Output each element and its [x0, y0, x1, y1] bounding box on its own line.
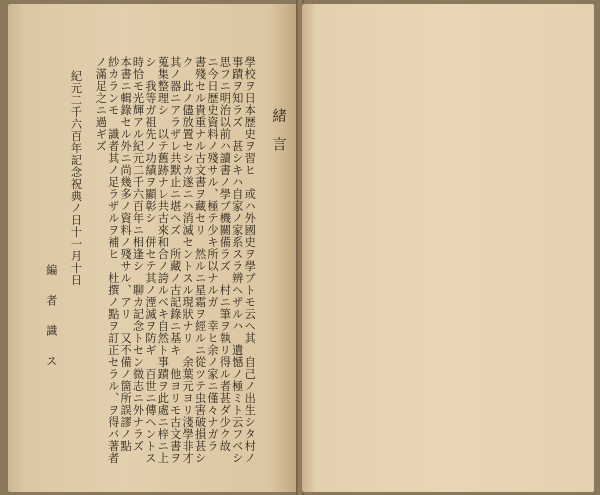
page-title: 緒言 [270, 108, 286, 165]
text-column: 紗カランモ 識者其ノ足ラザルヲ補ヒ 杜撰ノ點ヲ訂正セラル、ヲ得バ著者 [106, 56, 120, 464]
text-column: 其ノ器ニアラザレ共默止ニ堪ヘズ 所藏ノ古記錄ニ基キ 他ヨリモ古文書ヲ [168, 56, 182, 464]
text-column: 蒐集整理シ 以テ舊跡ナレ共古來和合ノ誇ルベキ自然ト事蹟ヲ此處ニ梓ニ上 [156, 56, 170, 464]
right-page-blank [302, 4, 594, 492]
text-column: ノ滿足之ニ過ギズ [94, 56, 108, 152]
spacer-column [57, 56, 69, 451]
text-column: 事蹟ヲ知ラズ 甚シキハ自家ノ家系スラ辨ヘザルハ 遺憾ノ極ミト云フベシ [230, 56, 244, 464]
spacer-column [255, 56, 267, 451]
date-line: 紀元二千六百年記念祝典ノ日十一月十日 [69, 70, 83, 286]
preface-text [44, 56, 286, 464]
text-column: ク 此ノ儘放置セシカ遂ニハ消滅セントスル現狀ナリ 余葉元ヨリ淺學非才 [181, 56, 195, 464]
signature-line: 編 者 識 ス [44, 264, 58, 371]
text-column: 時恰モ光輝アル紀元二千六百年ニ相逢シ 聊カ記念トセン微志ニ外ナラズ [131, 56, 145, 452]
left-page [8, 4, 298, 492]
text-column: ニ今日歴史資料ノ殘サル、極テ少キ所以ナルガ 幸ヒ余ノ家ニ僅々ナガラ [205, 56, 219, 452]
text-column: 學校ヲ日本歴史ヲ習ヒ 或ハ外國史ヲ學ブトモ云ヘ其 自己ノ出生シタ村ノ [243, 56, 257, 464]
text-column: 思フニ明治以前ハ讀書ノ學ブ機關備ラズ 村ニ筆ヲ執リ得ル者甚ダ少ク故 [218, 56, 232, 452]
text-column: 書殘セル貴重ナル古文書ヲ藏セリ 然ルニ星霜ヲ經ルニ從ツテ虫害破損甚シ [193, 56, 207, 464]
spacer-column [82, 56, 94, 451]
text-column: シ 我等ガ祖先ノ功績ヲ顯彰シ 併セテ其ノ湮滅ヲ防ギ 百世ニ傳ヘントス [143, 56, 157, 464]
text-column: 本書ニ輯錄セル外ニ尚幾多ノ資料ノ殘サル、アリ 又不備ノ箇所誤謬ノ點 [119, 56, 133, 452]
